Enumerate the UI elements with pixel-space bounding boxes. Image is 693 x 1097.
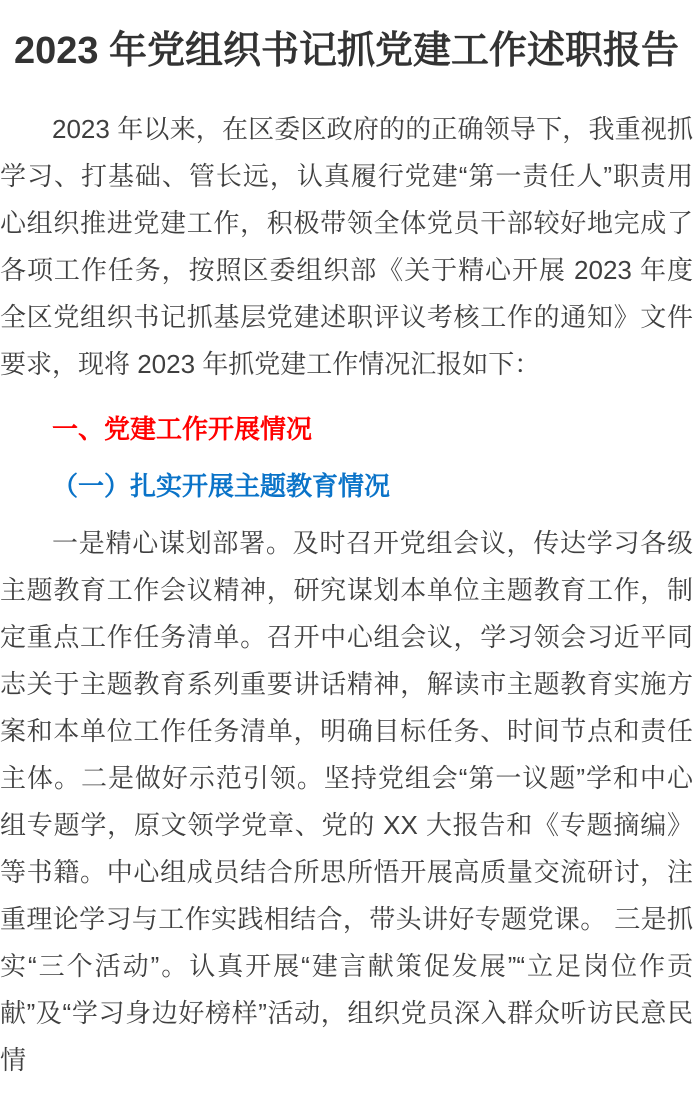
intro-paragraph: 2023 年以来，在区委区政府的的正确领导下，我重视抓学习、打基础、管长远，认真履行党建“第一责任人”职责用心组织推进党建工作，积极带领全体党员干部较好地完成了各项工作任务，按照区委组织部《关于精心开展 2023 年度全区党组织书记抓基层党建述职评议考核工作的通知》文件要求，现将 2023 年抓党建工作情况汇报如下： — [0, 114, 693, 379]
subsection-1-1-heading: （一）扎实开展主题教育情况 — [52, 471, 391, 501]
section-1-heading: 一、党建工作开展情况 — [52, 414, 313, 444]
section-1-body-paragraph: 一是精心谋划部署。及时召开党组会议，传达学习各级主题教育工作会议精神，研究谋划本单位主题教育工作，制定重点工作任务清单。召开中心组会议，学习领会习近平同志关于主题教育系列重要讲话精神，解读市主题教育实施方案和本单位工作任务清单，明确目标任务、时间节点和责任主体。二是做好示范引领。坚持党组会“第一议题”学和中心组专题学，原文领学党章、党的 XX 大报告和《专题摘编》等书籍。中心组成员结合所思所悟开展高质量交流研讨，注重理论学习与工作实践相结合，带头讲好专题党课。 三是抓实“三个活动”。认真开展“建言献策促发展”“立足岗位作贡献”及“学习身边好榜样”活动，组织党员深入群众听访民意民情 — [0, 528, 693, 1075]
document-title: 2023 年党组织书记抓党建工作述职报告 — [13, 30, 680, 72]
